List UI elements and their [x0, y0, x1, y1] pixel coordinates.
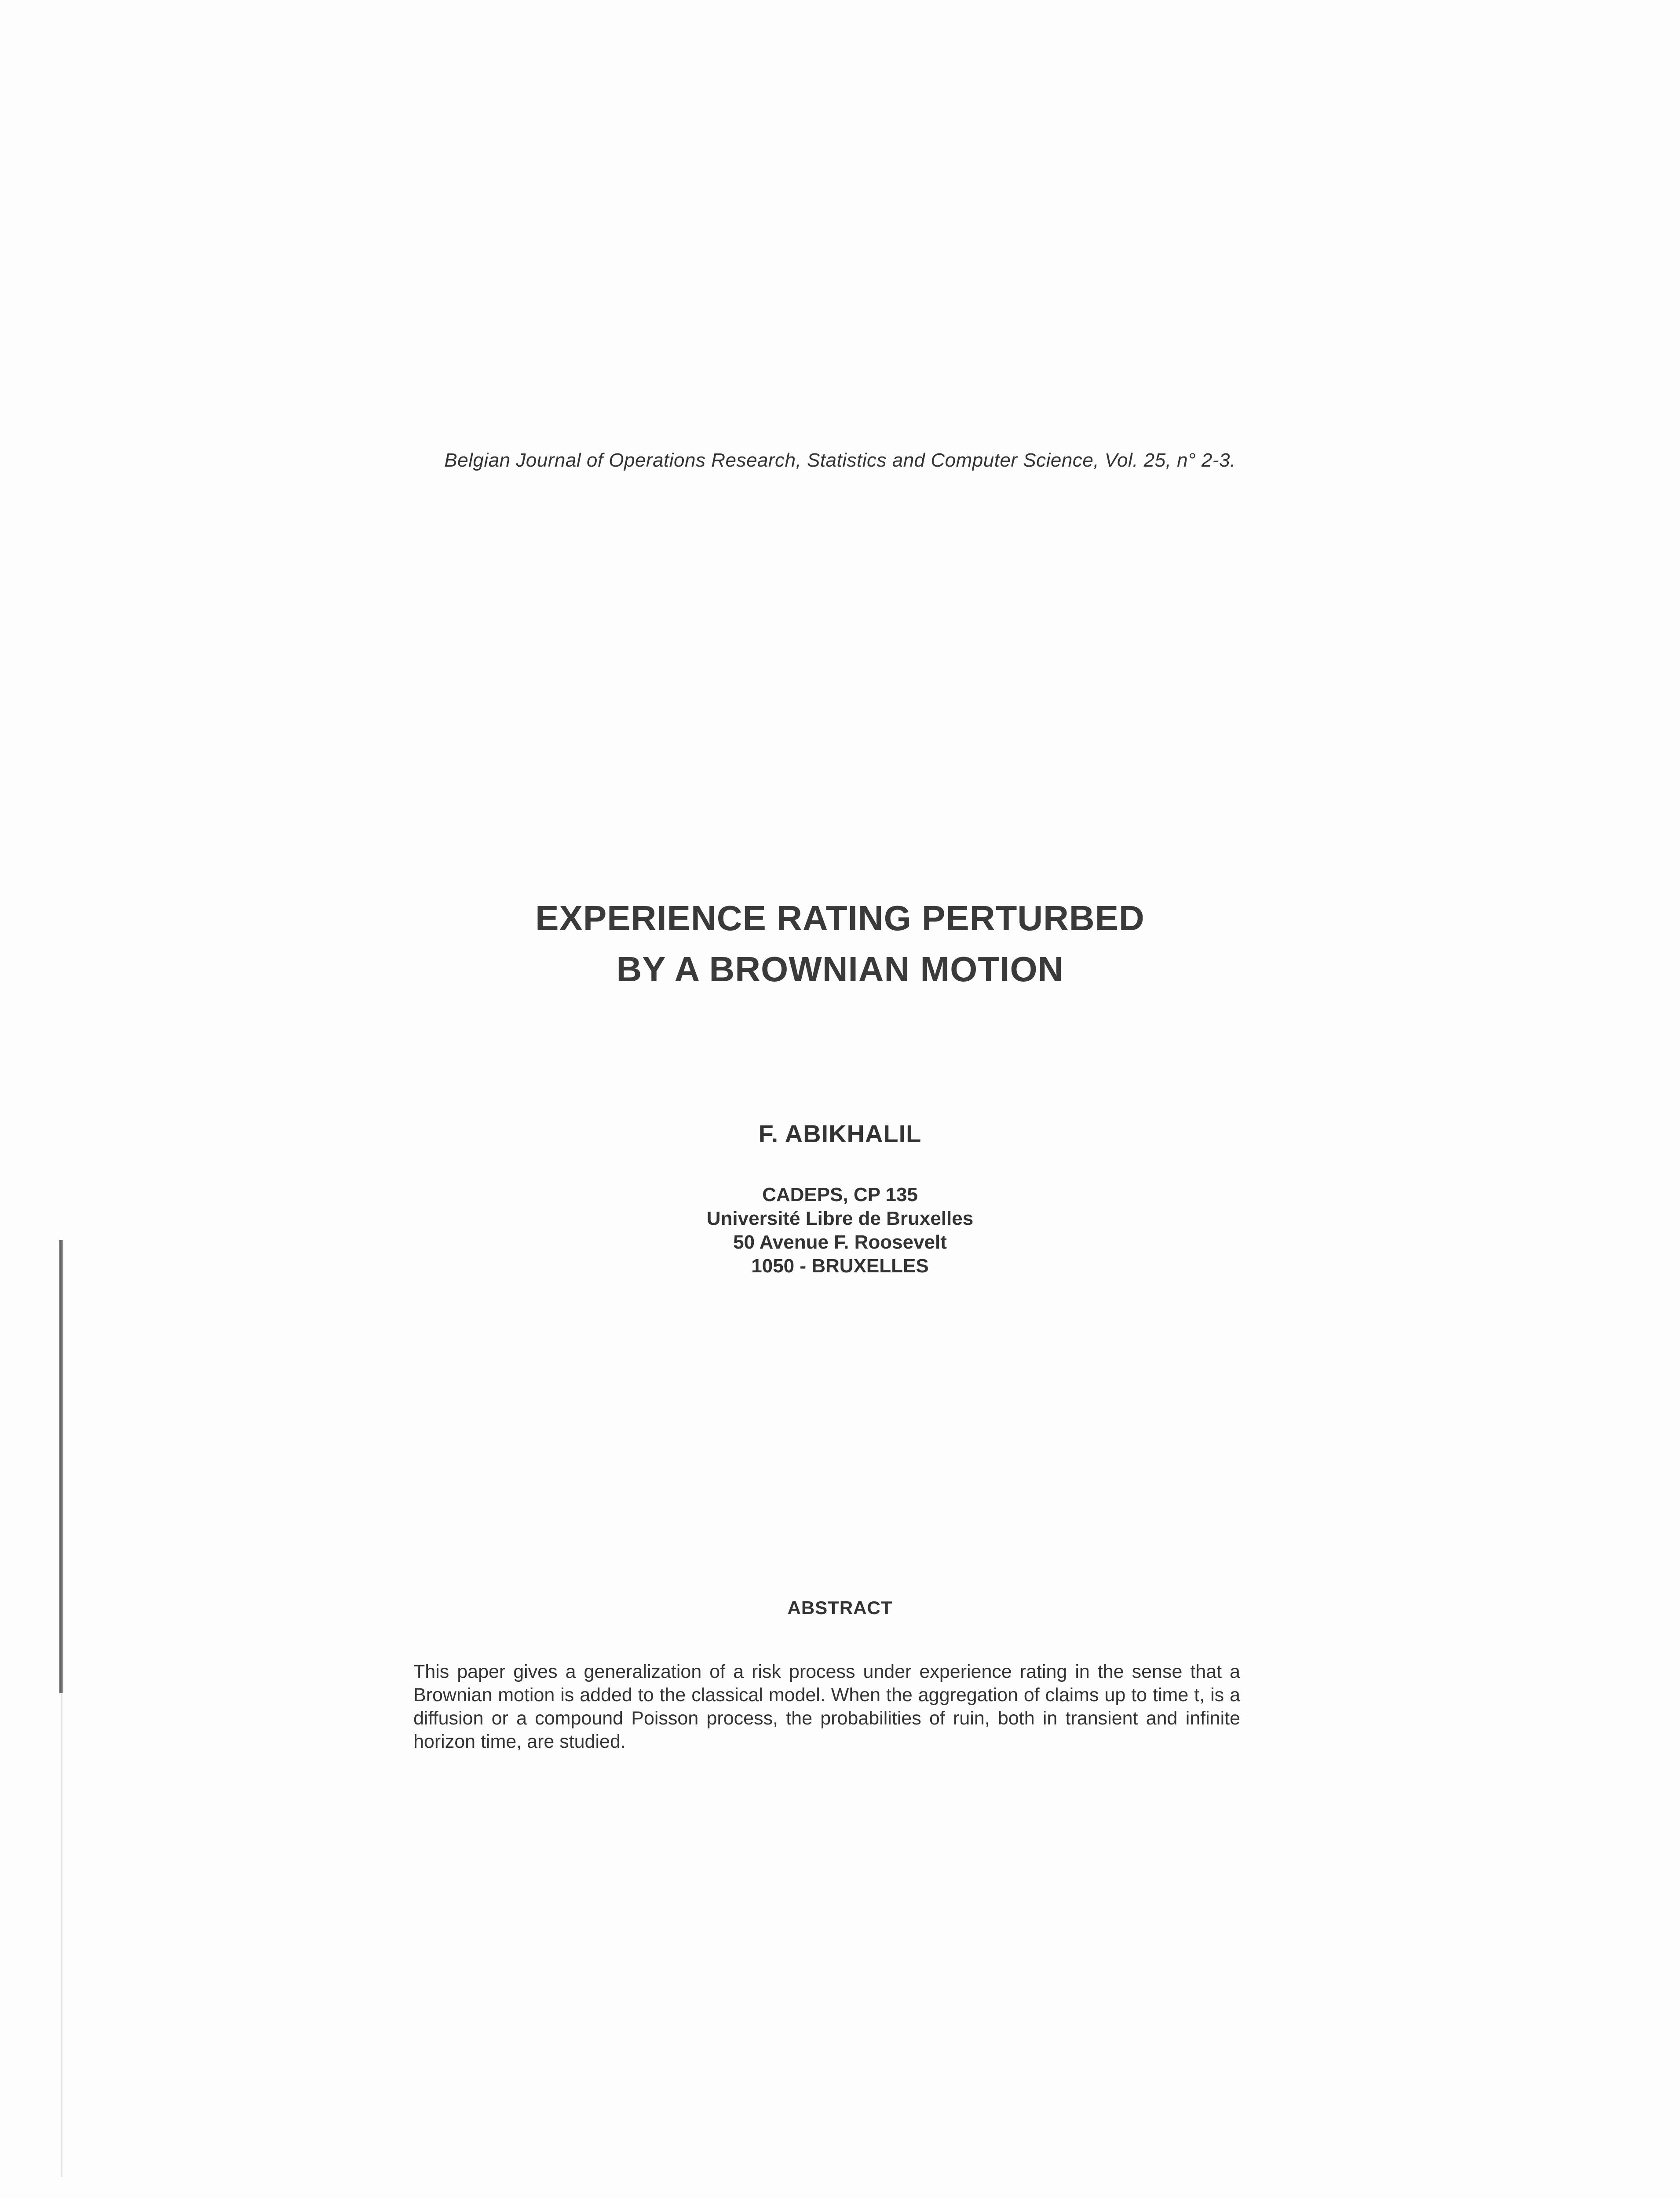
affiliation-line-4: 1050 - BRUXELLES — [751, 1255, 929, 1277]
abstract-body: This paper gives a generalization of a risk process under experience rating in the sense that a Brownian motion is added to the classical model. When the aggregation of claims up to time t, is a diffusion or a compound Poisson process, the probabilities of ruin, both in transient and infinite horizon time, are studied. — [413, 1661, 1240, 1752]
title-line-1: EXPERIENCE RATING PERTURBED — [535, 899, 1145, 938]
affiliation-line-3: 50 Avenue F. Roosevelt — [733, 1231, 947, 1253]
author-name: F. ABIKHALIL — [758, 1120, 922, 1147]
paper-title — [0, 893, 1680, 995]
journal-citation: Belgian Journal of Operations Research, Statistics and Computer Science, Vol. 25, n° 2-3. — [444, 449, 1236, 471]
title-line-2: BY A BROWNIAN MOTION — [616, 950, 1064, 989]
scan-shadow-edge — [59, 1240, 63, 1693]
abstract-heading: ABSTRACT — [787, 1597, 893, 1618]
author-affiliation — [0, 1183, 1680, 1278]
scan-shadow-edge-faint — [61, 1693, 62, 2177]
affiliation-line-1: CADEPS, CP 135 — [762, 1184, 918, 1205]
affiliation-line-2: Université Libre de Bruxelles — [706, 1208, 974, 1229]
